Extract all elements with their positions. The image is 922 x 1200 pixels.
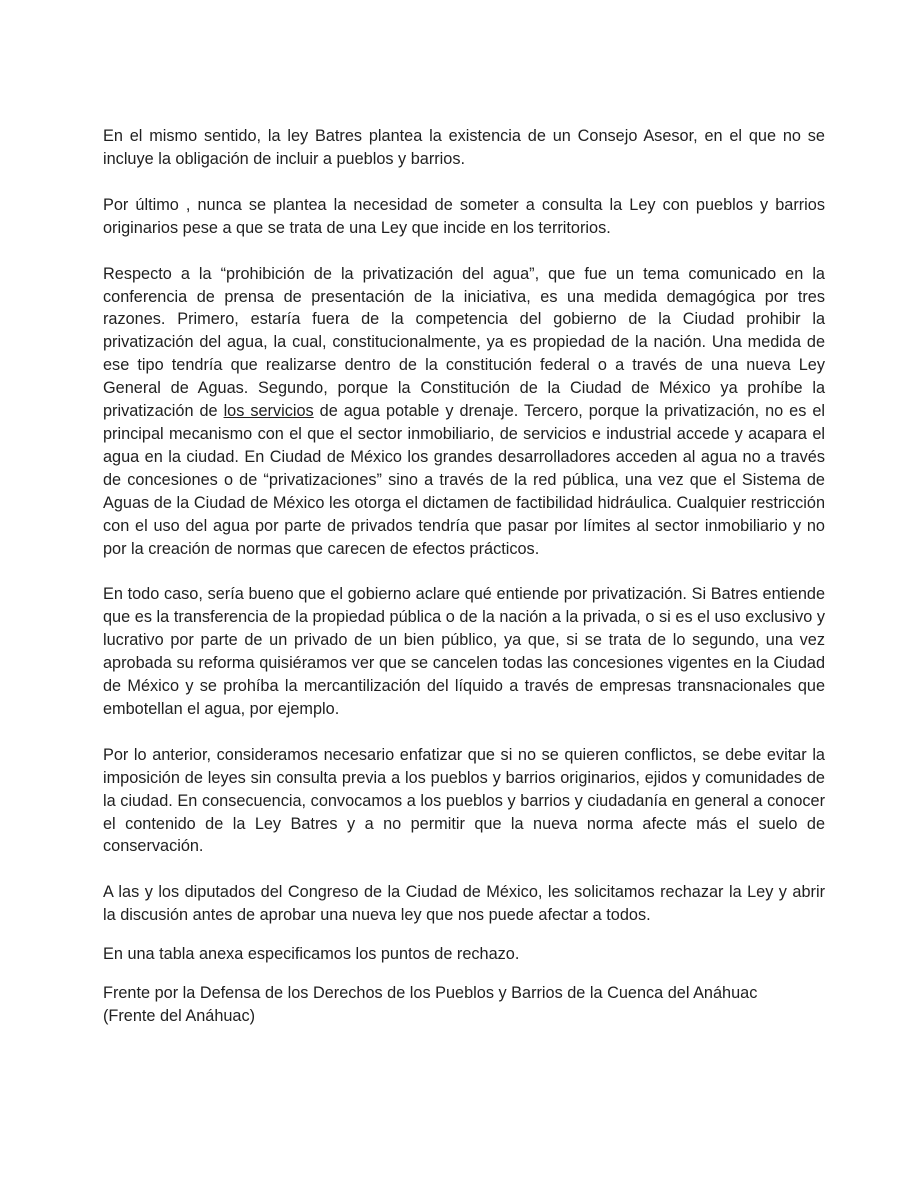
paragraph-consejo-asesor: En el mismo sentido, la ley Batres plantea la existencia de un Consejo Asesor, en el que no se incluye la obligación de incluir a pueblos y barrios. [103, 127, 825, 168]
paragraph-en-todo-caso: En todo caso, sería bueno que el gobierno aclare qué entiende por privatización. Si Batres entiende que es la transferencia de la propiedad pública o de la nación a la privada, o si es el uso exclusivo y lucrativo por parte de un privado de un bien público, ya que, si se trata de lo segundo, una vez aprobada su reforma quisiéramos ver que se cancelen todas las concesiones vigentes en la Ciudad de México y se prohíba la mercantilización del líquido a través de empresas transnacionales que embotellan el agua, por ejemplo. [103, 585, 825, 718]
signature-line-2: (Frente del Anáhuac) [103, 1007, 256, 1025]
underlined-los-servicios: los servicios [223, 402, 314, 421]
paragraph-privatizacion-part1: Respecto a la “prohibición de la privatización del agua”, que fue un tema comunicado en la conferencia de prensa de presentación de la iniciativa, es una medida demagógica por tres razones. Primero, estaría fuera de la competencia del gobierno de la Ciudad prohibir la privatización del agua, la cual, constitucionalmente, ya es propiedad de la nación. Una medida de ese tipo tendría que realizarse dentro de la constitución federal o a través de una nueva Ley General de Aguas. Segundo, porque la Constitución de la Ciudad de México ya prohíbe la privatización de [103, 264, 825, 421]
paragraph-privatizacion-part2: de agua potable y drenaje. Tercero, porque la privatización, no es el principal mecanismo con el que el sector inmobiliario, de servicios e industrial accede y acapara el agua en la ciudad. En Ciudad de México los grandes desarrolladores acceden al agua no a través de concesiones o de “privatizaciones” sino a través de la red pública, una vez que el Sistema de Aguas de la Ciudad de México les otorga el dictamen de factibilidad hidráulica. Cualquier restricción con el uso del agua por parte de privados tendría que pasar por límites al sector inmobiliario y no por la creación de normas que carecen de efectos prácticos. [103, 402, 825, 558]
signature-block [103, 982, 825, 1028]
paragraph-privatizacion [103, 263, 825, 561]
signature-line-1: Frente por la Defensa de los Derechos de los Pueblos y Barrios de la Cuenca del Anáhuac [103, 984, 758, 1003]
paragraph-por-lo-anterior: Por lo anterior, consideramos necesario enfatizar que si no se quieren conflictos, se debe evitar la imposición de leyes sin consulta previa a los pueblos y barrios originarios, ejidos y comunidades de la ciudad. En consecuencia, convocamos a los pueblos y barrios y ciudadanía en general a conocer el contenido de la Ley Batres y a no permitir que la nueva norma afecte más el suelo de conservación. [103, 745, 825, 856]
paragraph-consulta: Por último , nunca se plantea la necesidad de someter a consulta la Ley con pueblos y barrios originarios pese a que se trata de una Ley que incide en los territorios. [103, 195, 825, 237]
paragraph-tabla-anexa: En una tabla anexa especificamos los puntos de rechazo. [103, 945, 520, 964]
paragraph-diputados: A las y los diputados del Congreso de la Ciudad de México, les solicitamos rechazar la Ley y abrir la discusión antes de aprobar una nueva ley que nos puede afectar a todos. [103, 883, 825, 925]
document-body [103, 125, 825, 1028]
